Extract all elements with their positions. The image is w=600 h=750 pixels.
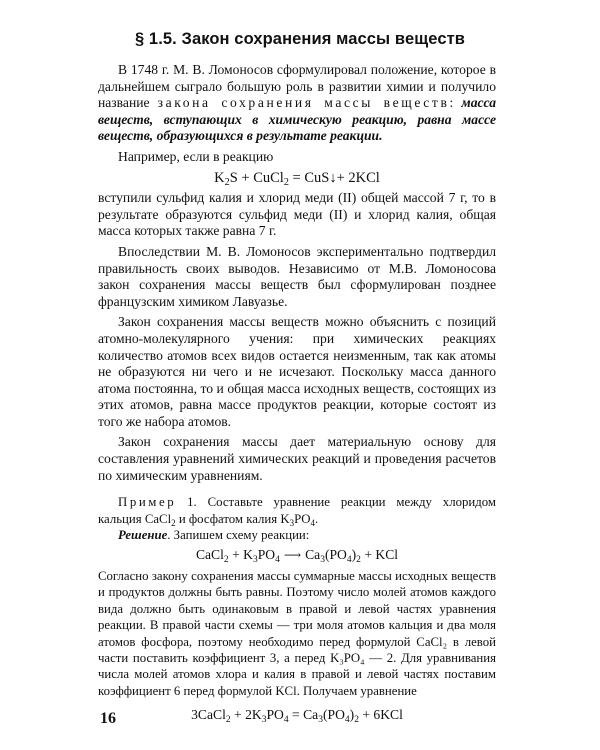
paragraph-reaction-masses: вступили сульфид калия и хлорид меди (II) общей массой 7 г, то в результате образуются сульфид меди (II) и хлорид калия, общая масса которых также равна 7 г. <box>98 190 496 239</box>
solution-label: Решение <box>118 528 168 543</box>
paragraph-lavoisier: Впоследствии М. В. Ломоносов экспериментально подтвердил правильность своих выводов. Независимо от М.В. Ломоносова закон сохранения массы веществ был сформулирован позднее французским химиком Лавуазье. <box>98 243 496 309</box>
page-title: § 1.5. Закон сохранения массы веществ <box>134 30 466 48</box>
reaction-arrow-icon: ⟶ <box>283 548 302 563</box>
paragraph-material-basis: Закон сохранения массы дает материальную основу для составления уравнений химических реакций и проведения расчетов по химическим уравнениям. <box>98 434 496 483</box>
solution-line: Решение. Запишем схему реакции: <box>118 528 310 543</box>
example-block <box>98 494 496 726</box>
equation-2: CaCl$_2$ + $K_3PO_4$ ⟶ $Ca_3(PO_4)_2$ + KCl <box>195 547 399 566</box>
paragraph-example-intro: Например, если в реакцию <box>118 148 274 164</box>
down-arrow-icon: ↓ <box>329 169 337 186</box>
example-statement: Пример 1. Составьте уравнение реакции между хлоридом кальция CaCl$_2$ и фосфатом калия $K_3PO_4$. <box>98 495 496 528</box>
paragraph-balancing: Согласно закону сохранения массы суммарные массы исходных веществ и продуктов должны быть равны. Поэтому число молей атомов каждого вида должно быть одинаковым в правой и левой частях уравнения реакции. В правой части схемы — три моля атомов кальция и два моля атомов фосфора, поэтому необходимо перед формулой CaCl₂ в левой части поставить коэффициент 3, а перед K₃PO₄ — 2. Для уравнивания числа молей атомов хлора и калия в правой и левой частях поставим коэффициент 6 перед формулой KCl. Получаем уравнение <box>98 568 496 698</box>
law-name: закона сохранения массы веществ <box>157 95 450 111</box>
equation-3: 3CaCl$_2$ + $2K_3PO_4 = Ca_3(PO_4)_2 + 6KCl$ <box>191 707 403 726</box>
law-statement: масса веществ, вступающих в химическую реакцию, равна массе веществ, образующихся в результате реакции. <box>98 95 496 144</box>
example-label: Пример <box>118 495 177 510</box>
body-text <box>98 62 496 728</box>
equation-1: $K_2S$ + CuCl$_2$ = CuS↓+ 2KCl <box>214 169 380 188</box>
page-number: 16 <box>100 710 116 727</box>
paragraph-lomonosov-law: В 1748 г. М. В. Ломоносов сформулировал положение, которое в дальнейшем сыграло большую роль в развитии химии и получило название закона сохранения массы веществ: масса веществ, вступающих в химическую реакцию, равна массе веществ, образующихся в результате реакции. <box>98 62 496 144</box>
paragraph-atomic-theory: Закон сохранения массы веществ можно объяснить с позиций атомно-молекулярного учения: при химических реакциях количество атомов всех видов остается неизменным, так как атомы не образуются ни чего и не исчезают. Поскольку масса данного атома постоянна, то и общая масса исходных веществ, состоящих из этих атомов, равна массе продуктов реакции, которые состоят из того же набора атомов. <box>98 314 496 429</box>
